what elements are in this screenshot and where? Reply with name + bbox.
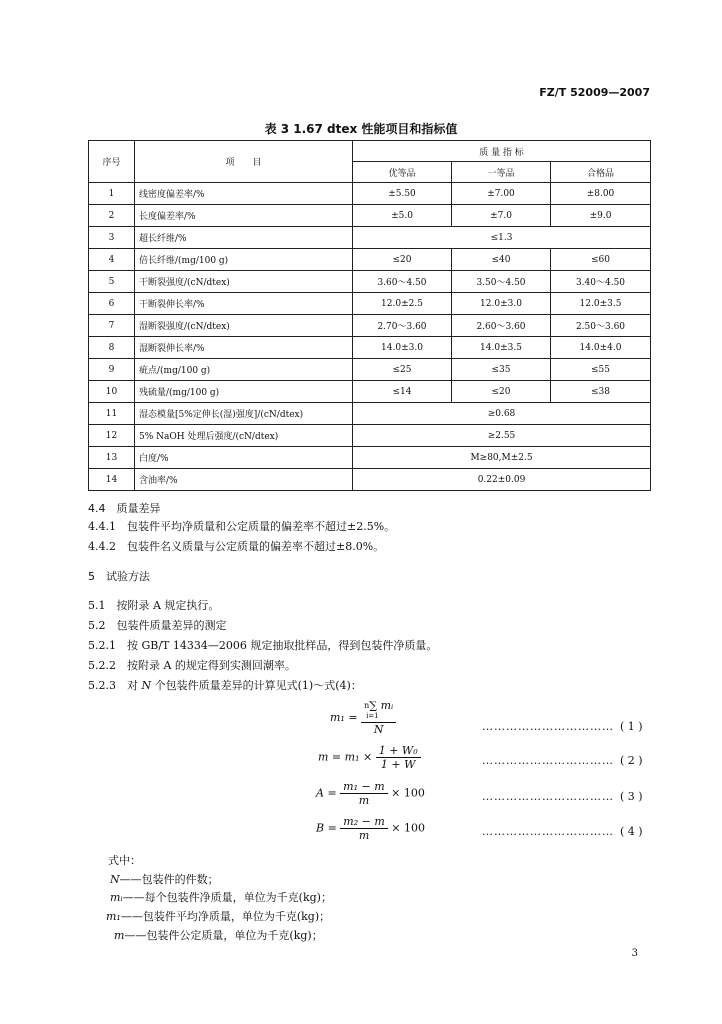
row-value-merged: ≤1.3 (353, 227, 651, 249)
row-item: 5% NaOH 处理后强度/(cN/dtex) (135, 425, 353, 447)
where-item: N——包装件的件数； (110, 873, 219, 886)
row-no: 8 (89, 337, 135, 359)
clause-5-2-1: 5.2.1 按 GB/T 14334—2006 规定抽取批样品，得到包装件净质量。 (88, 639, 438, 652)
row-value: 12.0±2.5 (353, 293, 452, 315)
table-row (89, 183, 651, 205)
row-value: 3.50～4.50 (452, 271, 551, 293)
table-row (89, 447, 651, 469)
row-value: ≤25 (353, 359, 452, 381)
row-no: 3 (89, 227, 135, 249)
row-value: ≤38 (551, 381, 651, 403)
row-value: ≤20 (452, 381, 551, 403)
where-title: 式中： (108, 854, 141, 867)
row-item: 白度/% (135, 447, 353, 469)
row-value-merged: ≥2.55 (353, 425, 651, 447)
clause-5-2-2: 5.2.2 按附录 A 的规定得到实测回潮率。 (88, 659, 296, 672)
standard-code: FZ/T 52009—2007 (539, 86, 650, 99)
leader-dots: …………………………… (482, 825, 614, 838)
table-row (89, 227, 651, 249)
row-no: 7 (89, 315, 135, 337)
row-item: 湿态模量[5%定伸长(湿)强度]/(cN/dtex) (135, 403, 353, 425)
row-no: 4 (89, 249, 135, 271)
equation-number: ( 3 ) (620, 790, 643, 803)
row-item: 残硫量/(mg/100 g) (135, 381, 353, 403)
row-item: 超长纤维/% (135, 227, 353, 249)
header-no: 序号 (89, 141, 135, 183)
clause-4-4-2: 4.4.2 包装件名义质量与公定质量的偏差率不超过±8.0%。 (88, 540, 385, 553)
row-item: 含油率/% (135, 469, 353, 491)
row-no: 1 (89, 183, 135, 205)
row-value-merged: ≥0.68 (353, 403, 651, 425)
header-grade-premium: 优等品 (353, 162, 452, 183)
table-row (89, 293, 651, 315)
row-value: 14.0±3.5 (452, 337, 551, 359)
row-value: 3.40～4.50 (551, 271, 651, 293)
table-row (89, 337, 651, 359)
section-4-4-heading: 4.4 质量差异 (88, 502, 161, 515)
table-row (89, 381, 651, 403)
leader-dots: …………………………… (482, 790, 614, 803)
equation-number: ( 2 ) (620, 754, 643, 767)
equation-number: ( 4 ) (620, 825, 643, 838)
table-row (89, 425, 651, 447)
row-item: 线密度偏差率/% (135, 183, 353, 205)
where-item: m₁——包装件平均净质量，单位为千克(kg)； (106, 910, 331, 923)
page-number: 3 (631, 948, 638, 959)
row-value: ≤35 (452, 359, 551, 381)
row-no: 12 (89, 425, 135, 447)
table-row (89, 403, 651, 425)
row-no: 2 (89, 205, 135, 227)
row-value: 14.0±4.0 (551, 337, 651, 359)
row-value: 2.70～3.60 (353, 315, 452, 337)
leader-dots: …………………………… (482, 754, 614, 767)
table-row (89, 205, 651, 227)
row-value: 12.0±3.0 (452, 293, 551, 315)
row-item: 湿断裂强度/(cN/dtex) (135, 315, 353, 337)
row-item: 干断裂强度/(cN/dtex) (135, 271, 353, 293)
table-row (89, 315, 651, 337)
row-no: 10 (89, 381, 135, 403)
row-no: 13 (89, 447, 135, 469)
row-value: ≤20 (353, 249, 452, 271)
clause-4-4-1: 4.4.1 包装件平均净质量和公定质量的偏差率不超过±2.5%。 (88, 520, 396, 533)
table-row (89, 469, 651, 491)
row-value: 12.0±3.5 (551, 293, 651, 315)
row-value-merged: M≥80,M±2.5 (353, 447, 651, 469)
row-no: 11 (89, 403, 135, 425)
row-value: 2.60～3.60 (452, 315, 551, 337)
row-no: 6 (89, 293, 135, 315)
row-value: ≤14 (353, 381, 452, 403)
formula-1: m₁ = n ∑ mᵢ i=1 N (330, 700, 396, 736)
header-grade-qualified: 合格品 (551, 162, 651, 183)
row-value: ≤55 (551, 359, 651, 381)
clause-5-2: 5.2 包装件质量差异的测定 (88, 619, 227, 632)
row-no: 14 (89, 469, 135, 491)
table-row (89, 271, 651, 293)
row-value: ±8.00 (551, 183, 651, 205)
row-value: ±7.0 (452, 205, 551, 227)
table-row (89, 249, 651, 271)
row-no: 5 (89, 271, 135, 293)
row-value: 2.50～3.60 (551, 315, 651, 337)
table-row (89, 359, 651, 381)
table-title: 表 3 1.67 dtex 性能项目和指标值 (264, 122, 458, 136)
header-item: 项 目 (135, 141, 353, 183)
header-grade-first: 一等品 (452, 162, 551, 183)
leader-dots: …………………………… (482, 720, 614, 733)
clause-5-1: 5.1 按附录 A 规定执行。 (88, 599, 220, 612)
row-item: 湿断裂伸长率/% (135, 337, 353, 359)
row-value: 14.0±3.0 (353, 337, 452, 359)
row-item: 干断裂伸长率/% (135, 293, 353, 315)
row-value: 3.60～4.50 (353, 271, 452, 293)
row-value-merged: 0.22±0.09 (353, 469, 651, 491)
where-item: mᵢ——每个包装件净质量，单位为千克(kg)； (110, 891, 332, 904)
row-value: ±5.50 (353, 183, 452, 205)
row-no: 9 (89, 359, 135, 381)
clause-5-2-3: 5.2.3 对 N 个包装件质量差异的计算见式(1)～式(4)： (88, 679, 362, 692)
row-item: 疵点/(mg/100 g) (135, 359, 353, 381)
row-item: 倍长纤维/(mg/100 g) (135, 249, 353, 271)
row-value: ±7.00 (452, 183, 551, 205)
performance-table (88, 140, 651, 491)
formula-4: B = $\frac{\text{m₂ − m}}{m}$ × 100 (316, 815, 425, 842)
row-value: ±5.0 (353, 205, 452, 227)
formula-3: A = $\frac{\text{m₁ − m}}{m}$ × 100 (316, 780, 425, 807)
section-5-heading: 5 试验方法 (88, 570, 150, 583)
formula-2: m = m₁ × $\frac{\text{1 + W₀}}{1 + W}$ (318, 744, 421, 771)
equation-number: ( 1 ) (620, 720, 643, 733)
row-item: 长度偏差率/% (135, 205, 353, 227)
row-value: ≤40 (452, 249, 551, 271)
row-value: ±9.0 (551, 205, 651, 227)
row-value: ≤60 (551, 249, 651, 271)
where-item: m——包装件公定质量，单位为千克(kg)； (114, 929, 323, 942)
header-quality: 质 量 指 标 (353, 141, 651, 162)
